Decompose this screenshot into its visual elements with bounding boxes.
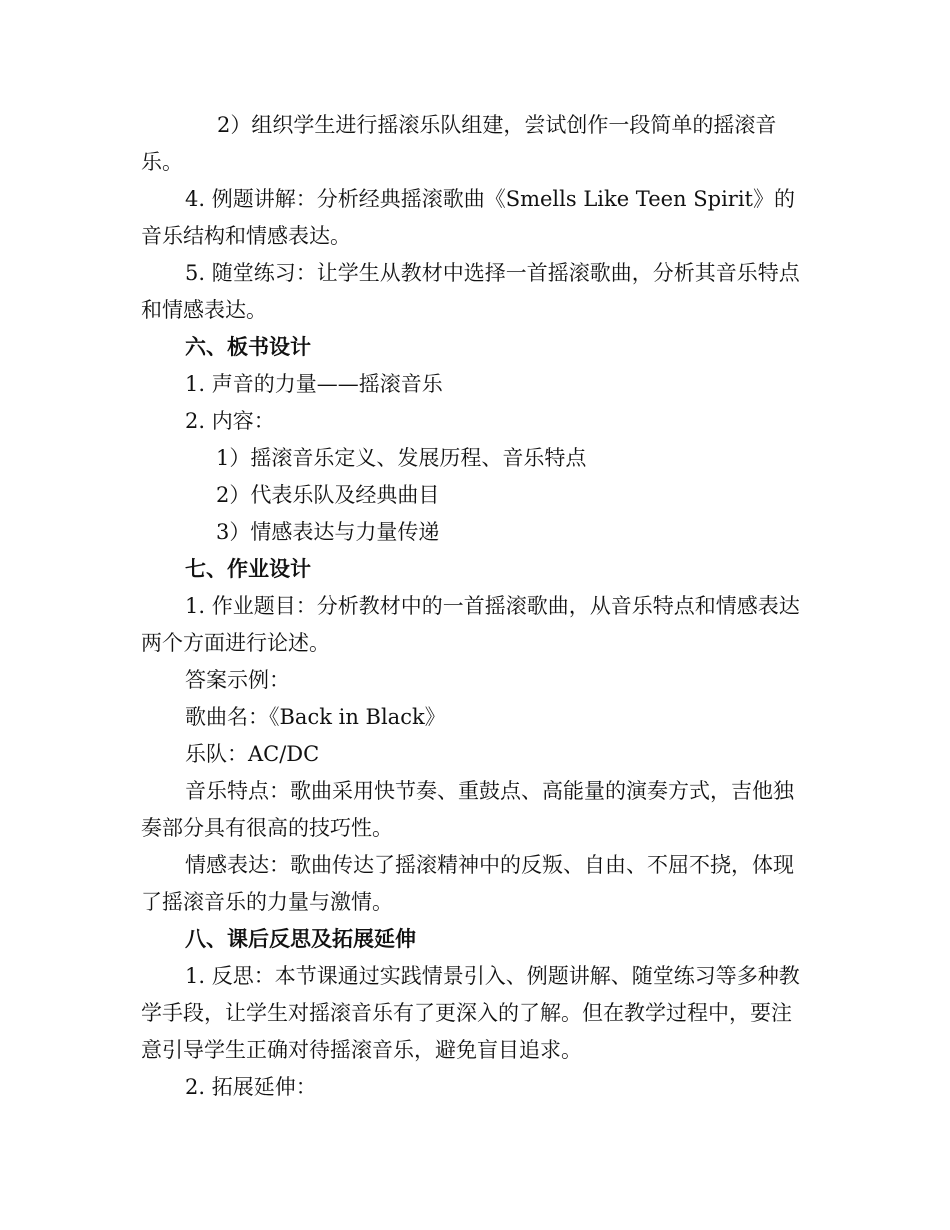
answer-music-features: 音乐特点：歌曲采用快节奏、重鼓点、高能量的演奏方式，吉他独奏部分具有很高的技巧性。	[141, 779, 794, 840]
answer-song-name: 歌曲名：《Back in Black》	[185, 705, 446, 729]
reflection-paragraph: 1. 反思：本节课通过实践情景引入、例题讲解、随堂练习等多种教学手段，让学生对摇滚音乐有了更深入的了解。但在教学过程中，要注意引导学生正确对待摇滚音乐，避免盲目追求。	[141, 964, 800, 1062]
answer-emotional-expression: 情感表达：歌曲传达了摇滚精神中的反叛、自由、不屈不挠，体现了摇滚音乐的力量与激情。	[141, 853, 794, 914]
homework-question: 1. 作业题目：分析教材中的一首摇滚歌曲，从音乐特点和情感表达两个方面进行论述。	[141, 594, 800, 655]
paragraph-class-practice: 5. 随堂练习：让学生从教材中选择一首摇滚歌曲，分析其音乐特点和情感表达。	[141, 261, 800, 322]
paragraph-band-formation: 2）组织学生进行摇滚乐队组建，尝试创作一段简单的摇滚音乐。	[141, 113, 777, 174]
answer-example-label: 答案示例：	[185, 668, 290, 692]
extension-paragraph: 2. 拓展延伸：	[185, 1075, 317, 1099]
board-subitem-definition: 1）摇滚音乐定义、发展历程、音乐特点	[216, 446, 587, 470]
section-heading-homework: 七、作业设计	[185, 557, 311, 581]
paragraph-example-explanation: 4. 例题讲解：分析经典摇滚歌曲《Smells Like Teen Spirit》的音乐结构和情感表达。	[141, 187, 795, 248]
board-item-content: 2. 内容：	[185, 409, 275, 433]
answer-band: 乐队：AC/DC	[185, 742, 320, 766]
section-heading-board-design: 六、板书设计	[185, 335, 311, 359]
document-body	[141, 107, 806, 1106]
board-subitem-bands: 2）代表乐队及经典曲目	[216, 483, 440, 507]
board-subitem-emotion: 3）情感表达与力量传递	[216, 520, 440, 544]
board-item-title: 1. 声音的力量——摇滚音乐	[185, 372, 443, 396]
section-heading-reflection: 八、课后反思及拓展延伸	[185, 927, 416, 951]
